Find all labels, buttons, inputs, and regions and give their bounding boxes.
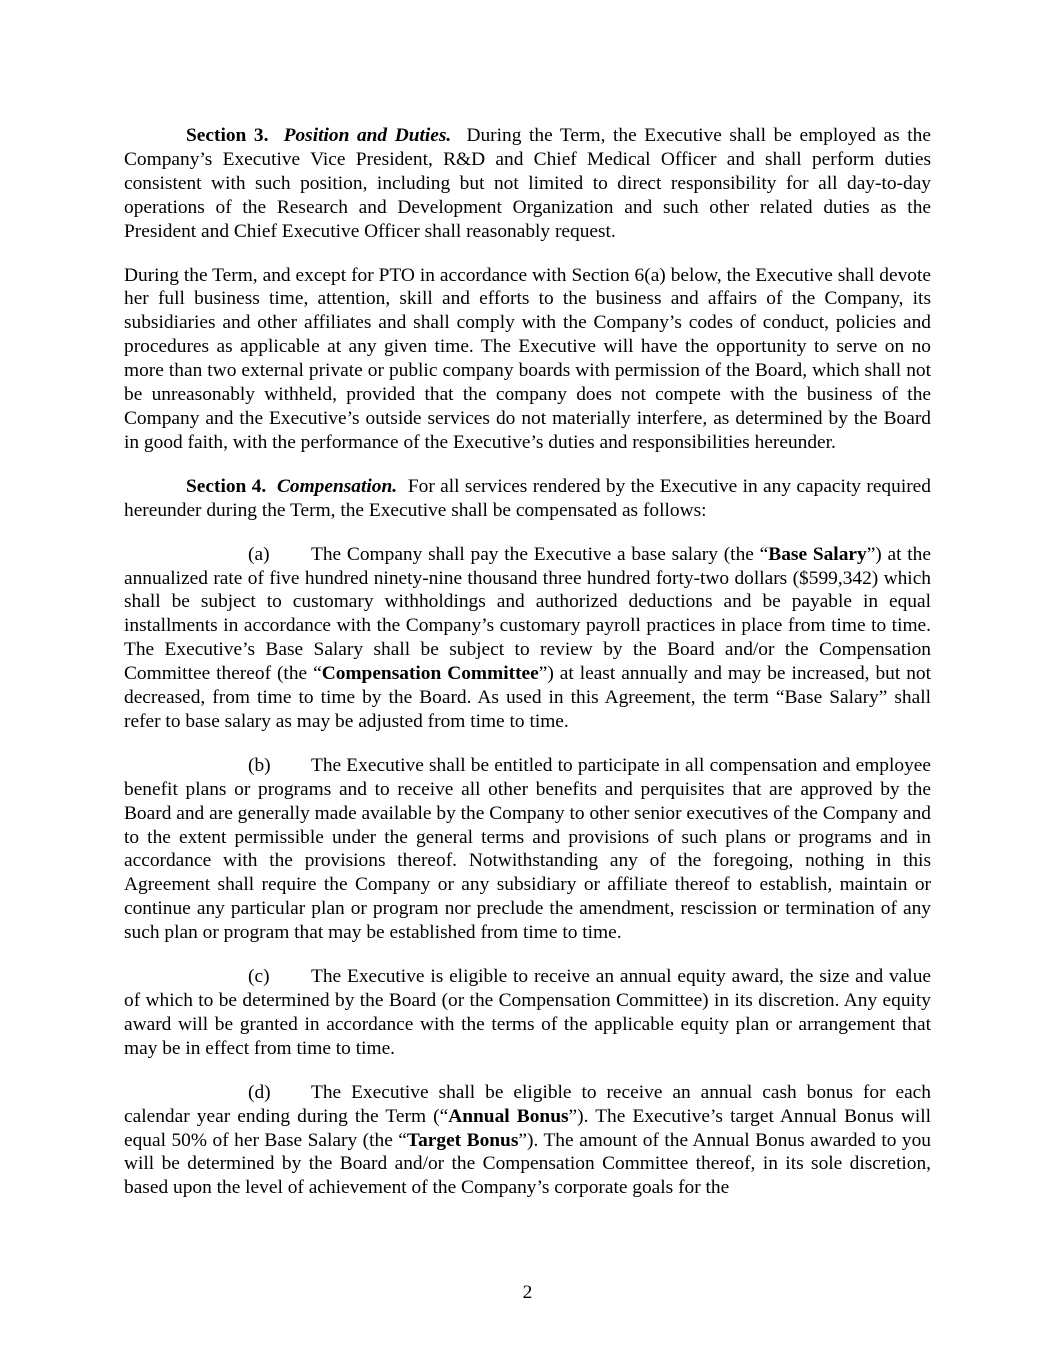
section-3-text: During the Term, the Executive shall be employed as the Company’s Executive Vice President, R&D and Chief Medical Officer and shall perform duties consistent with such position, including but not limited to direct responsibility for all day-to-day operations of the Research and Development Organization and such other related duties as the President and Chief Executive Officer shall reasonably request. [124,125,931,242]
item-d-text-1: The Executive shall be eligible to receive an annual cash bonus for each calendar year ending during the Term (“ [124,1081,931,1127]
item-a-text-3: ”) at least annually and may be increased, but not decreased, from time to time by the Board. As used in this Agreement, the term “Base Salary” shall refer to base salary as may be adjusted from time to time. [124,663,931,732]
section-3-title: Position and Duties. [283,125,452,146]
section-4-paragraph [124,475,931,523]
item-c-text: The Executive is eligible to receive an annual equity award, the size and value of which to be determined by the Board (or the Compensation Committee) in its discretion. Any equity award will be granted in accordance with the terms of the applicable equity plan or arrangement that may be in effect from time to time. [124,966,931,1059]
term-duties-paragraph: During the Term, and except for PTO in accordance with Section 6(a) below, the Executive shall devote her full business time, attention, skill and efforts to the business and affairs of the Company, its subsidiaries and other affiliates and shall comply with the Company’s codes of conduct, policies and procedures as applicable at any given time. The Executive will have the opportunity to serve on no more than two external private or public company boards with permission of the Board, which shall not be unreasonably withheld, provided that the company does not compete with the business of the Company and the Executive’s outside services do not materially interfere, as determined by the Board in good faith, with the performance of the Executive’s duties and responsibilities hereunder. [124,264,931,453]
target-bonus-term: Target Bonus [406,1129,519,1151]
item-c-paragraph [124,965,931,1061]
item-b-paragraph [124,754,931,945]
section-4-text: For all services rendered by the Executive in any capacity required hereunder during the Term, the Executive shall be compensated as follows: [124,475,931,521]
item-d-text-2: ”). The Executive’s target Annual Bonus will equal 50% of her Base Salary (the “ [124,1105,931,1151]
item-d-paragraph [124,1081,931,1201]
section-3-heading: Section 3. [186,125,269,146]
document-page [124,124,931,1220]
item-a-text-1: The Company shall pay the Executive a base salary (the “ [311,543,769,565]
section-3-paragraph [124,124,931,244]
item-a-label: (a) [248,543,270,565]
item-a-paragraph [124,543,931,734]
item-b-label: (b) [248,754,271,776]
base-salary-term: Base Salary [768,543,867,565]
compensation-committee-term: Compensation Committee [321,663,539,685]
section-4-heading: Section 4. [186,475,267,497]
item-b-text: The Executive shall be entitled to participate in all compensation and employee benefit plans or programs and to receive all other benefits and perquisites that are approved by the Board and are generally made available by the Company to other senior executives of the Company and to the extent permissible under the general terms and provisions of such plans or programs and in accordance with the provisions thereof. Notwithstanding any of the foregoing, nothing in this Agreement shall require the Company or any subsidiary or affiliate thereof to establish, maintain or continue any particular plan or program nor preclude the amendment, rescission or termination of any such plan or program that may be established from time to time. [124,754,931,944]
item-d-text-3: ”). The amount of the Annual Bonus awarded to you will be determined by the Board and/or the Compensation Committee thereof, in its sole discretion, based upon the level of achievement of the Company’s corporate goals for the [124,1129,931,1199]
item-d-label: (d) [248,1081,271,1103]
section-4-title: Compensation. [276,475,398,497]
item-c-label: (c) [248,966,270,988]
annual-bonus-term: Annual Bonus [448,1105,569,1127]
item-a-text-2: ”) at the annualized rate of five hundred ninety-nine thousand three hundred forty-two dollars ($599,342) which shall be subject to customary withholdings and authorized deductions and be payable in equal installments in accordance with the Company’s customary payroll practices in place from time to time. The Executive’s Base Salary shall be subject to review by the Board and/or the Compensation Committee thereof (the “ [124,543,931,685]
page-number: 2 [522,1282,533,1303]
